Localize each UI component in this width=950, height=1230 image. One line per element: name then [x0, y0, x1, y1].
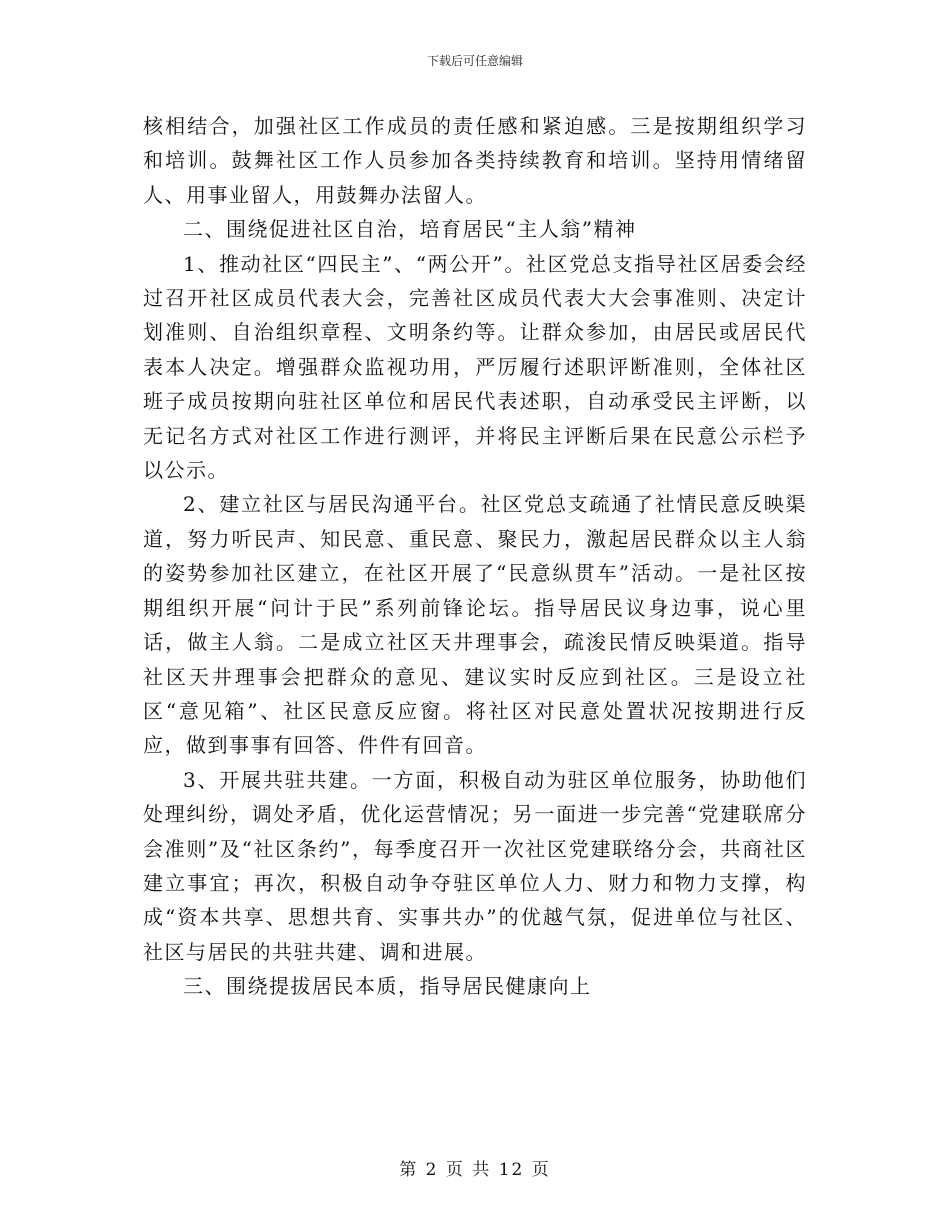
page-header-note: 下载后可任意编辑	[426, 54, 523, 68]
paragraph-item-3: 3、开展共驻共建。一方面，积极自动为驻区单位服务，协助他们处理纠纷，调处矛盾，优化运营情况；另一面进一步完善“党建联席分会准则”及“社区条约”，每季度召开一次社区党建联络分会，共商社区建立事宜；再次，积极自动争夺驻区单位人力、财力和物力支撑，构成“资本共享、思想共育、实事共办”的优越气氛，促进单位与社区、社区与居民的共驻共建、调和进展。	[143, 767, 807, 964]
document-body	[143, 109, 807, 1004]
paragraph-item-1: 1、推动社区“四民主”、“两公开”。社区党总支指导社区居委会经过召开社区成员代表大会，完善社区成员代表大大会事准则、决定计划准则、自治组织章程、文明条约等。让群众参加，由居民或居民代表本人决定。增强群众监视功用，严厉履行述职评断准则，全体社区班子成员按期向驻社区单位和居民代表述职，自动承受民主评断，以无记名方式对社区工作进行测评，并将民主评断后果在民意公示栏予以公示。	[143, 251, 807, 483]
paragraph-continuation: 核相结合，加强社区工作成员的责任感和紧迫感。三是按期组织学习和培训。鼓舞社区工作人员参加各类持续教育和培训。坚持用情绪留人、用事业留人，用鼓舞办法留人。	[143, 114, 807, 207]
page-number: 第 2 页 共 12 页	[399, 1160, 551, 1180]
paragraph-item-2: 2、建立社区与居民沟通平台。社区党总支疏通了社情民意反映渠道，努力听民声、知民意、重民意、聚民力，激起居民群众以主人翁的姿势参加社区建立，在社区开展了“民意纵贯车”活动。一是社区按期组织开展“问计于民”系列前锋论坛。指导居民议身边事，说心里话，做主人翁。二是成立社区天井理事会，疏浚民情反映渠道。指导社区天井理事会把群众的意见、建议实时反应到社区。三是设立社区“意见箱”、社区民意反应窗。将社区对民意处置状况按期进行反应，做到事事有回答、件件有回音。	[143, 492, 807, 758]
section-heading-three: 三、围绕提拔居民本质，指导居民健康向上	[183, 974, 592, 999]
section-heading-two: 二、围绕促进社区自治，培育居民“主人翁”精神	[183, 217, 637, 242]
